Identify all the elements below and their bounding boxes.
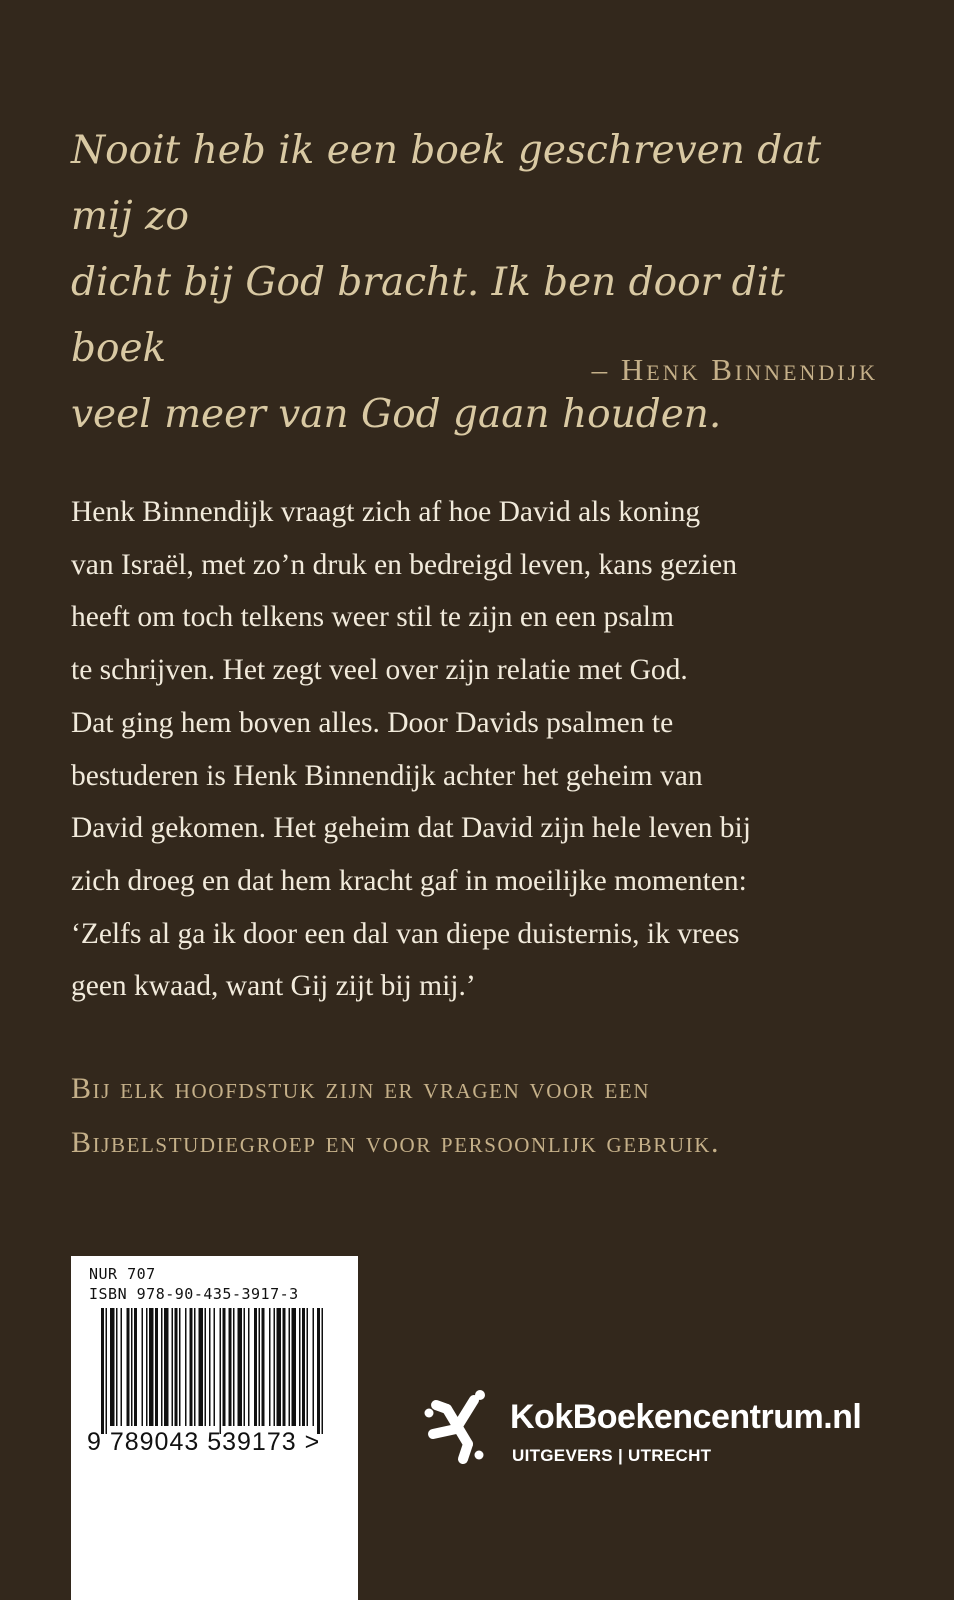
isbn-code: ISBN 978-90-435-3917-3 (89, 1285, 299, 1303)
description-line: Dat ging hem boven alles. Door Davids psalmen te (71, 706, 674, 739)
publisher-name: KokBoekencentrum.nl (510, 1398, 862, 1436)
note-line: Bijbelstudiegroep en voor persoonlijk gebruik. (71, 1126, 721, 1159)
nur-code: NUR 707 (89, 1265, 156, 1283)
description-line: heeft om toch telkens weer stil te zijn en een psalm (71, 601, 674, 634)
book-description (71, 486, 891, 1013)
publisher-logo-icon (423, 1387, 493, 1467)
barcode-label (71, 1256, 358, 1600)
study-note (71, 1062, 901, 1170)
quote-line: Nooit heb ik een boek geschreven dat mij zo (71, 128, 822, 239)
note-line: Bij elk hoofdstuk zijn er vragen voor een (71, 1072, 651, 1105)
description-line: te schrijven. Het zegt veel over zijn relatie met God. (71, 654, 688, 687)
description-line: Henk Binnendijk vraagt zich af hoe David als koning (71, 496, 701, 528)
quote-line: veel meer van God gaan houden. (71, 392, 722, 437)
description-line: geen kwaad, want Gij zijt bij mij.’ (71, 970, 476, 1003)
back-cover-quote (71, 118, 891, 448)
barcode-bars (101, 1308, 323, 1434)
barcode-digits: 9 789043 539173 > (87, 1428, 321, 1456)
description-line: David gekomen. Het geheim dat David zijn hele leven bij (71, 812, 751, 845)
description-line: zich droeg en dat hem kracht gaf in moeilijke momenten: (71, 864, 747, 897)
description-line: ‘Zelfs al ga ik door een dal van diepe duisternis, ik vrees (71, 917, 740, 950)
quote-attribution: – Henk Binnendijk (591, 352, 878, 387)
description-line: van Israël, met zo’n druk en bedreigd leven, kans gezien (71, 548, 737, 581)
description-line: bestuderen is Henk Binnendijk achter het geheim van (71, 759, 703, 792)
publisher-tagline: UITGEVERS | UTRECHT (512, 1446, 712, 1465)
quote-line: dicht bij God bracht. Ik ben door dit boek (71, 260, 785, 371)
